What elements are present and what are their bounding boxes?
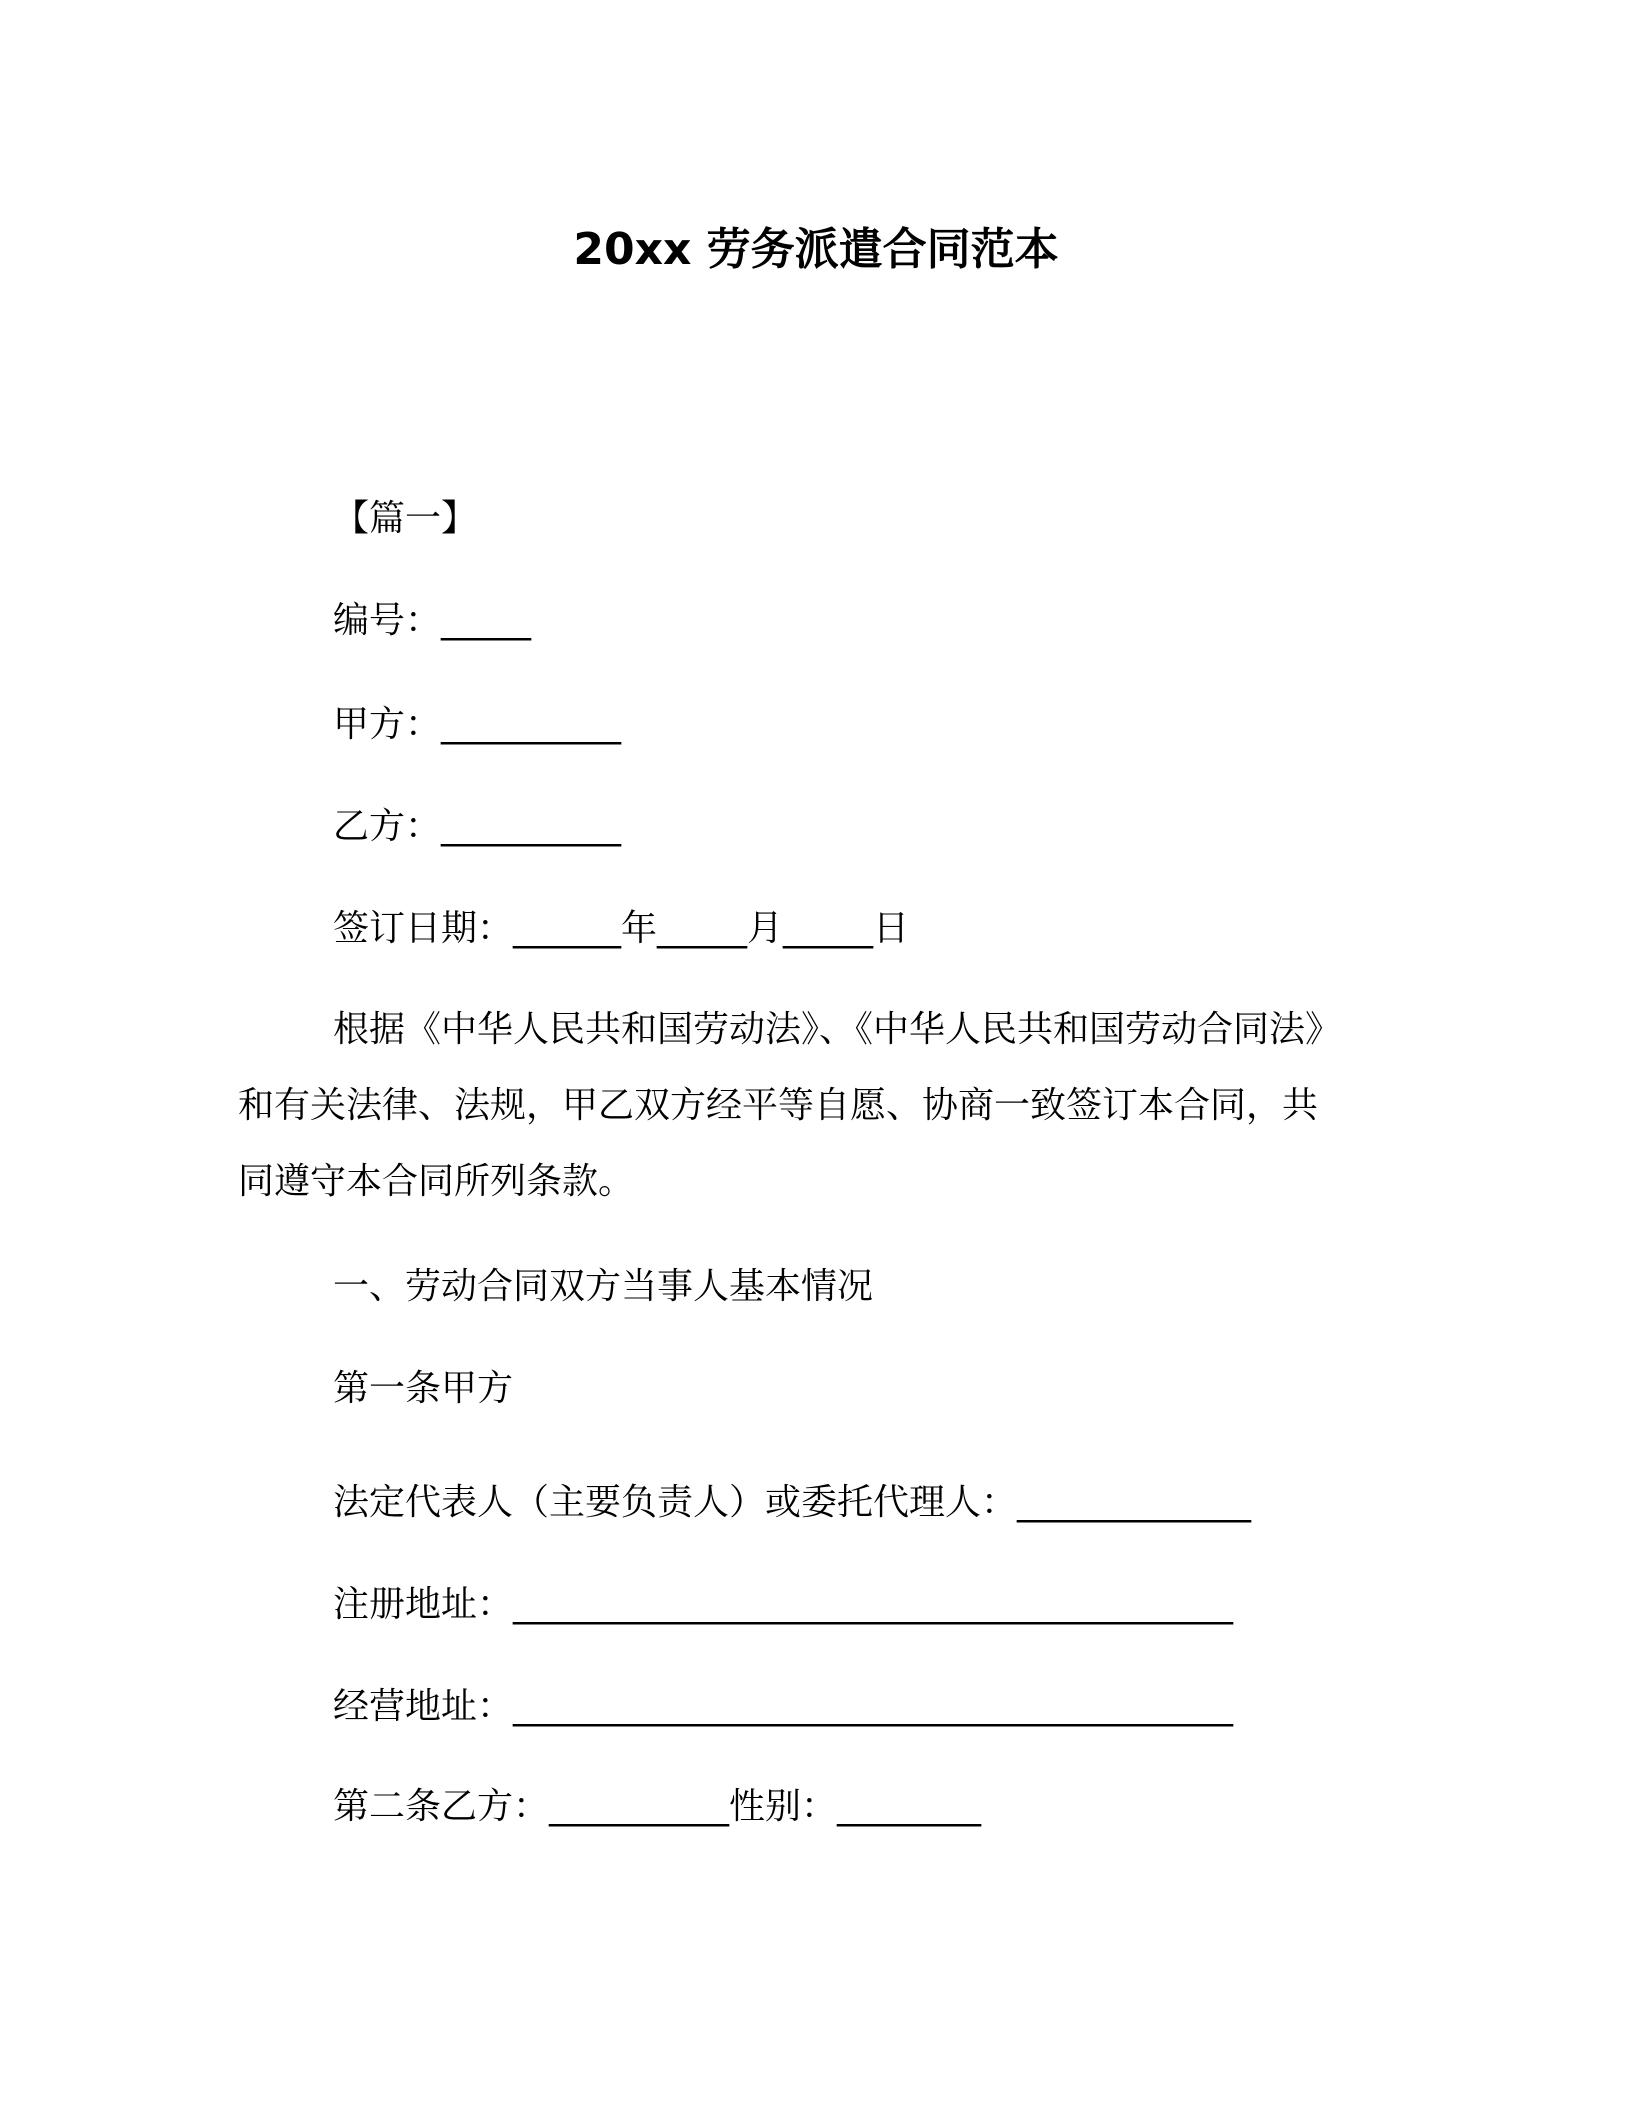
section-label: 【篇一】 xyxy=(333,498,478,539)
article2-line: 第二条乙方：__________性别：________ xyxy=(333,1786,982,1827)
chapter1-heading: 一、劳动合同双方当事人基本情况 xyxy=(333,1266,874,1307)
intro-line-3: 同遵守本合同所列条款。 xyxy=(238,1161,635,1202)
field-party-b: 乙方：__________ xyxy=(333,806,622,847)
field-number: 编号：_____ xyxy=(333,600,532,641)
document-title: 20xx 劳务派遣合同范本 xyxy=(573,224,1059,275)
article1-heading: 第一条甲方 xyxy=(333,1368,514,1409)
field-registered-address: 注册地址：________________________________________ xyxy=(333,1584,1234,1625)
intro-line-2: 和有关法律、法规，甲乙双方经平等自愿、协商一致签订本合同，共 xyxy=(238,1085,1319,1126)
intro-line-1: 根据《中华人民共和国劳动法》、《中华人民共和国劳动合同法》 xyxy=(333,1009,1342,1050)
field-business-address: 经营地址：________________________________________ xyxy=(333,1686,1234,1727)
field-party-a: 甲方：__________ xyxy=(333,704,622,745)
field-legal-representative: 法定代表人（主要负责人）或委托代理人：_____________ xyxy=(333,1482,1252,1523)
field-sign-date: 签订日期：______年_____月_____日 xyxy=(333,908,910,949)
intro-paragraph xyxy=(238,992,1408,1220)
